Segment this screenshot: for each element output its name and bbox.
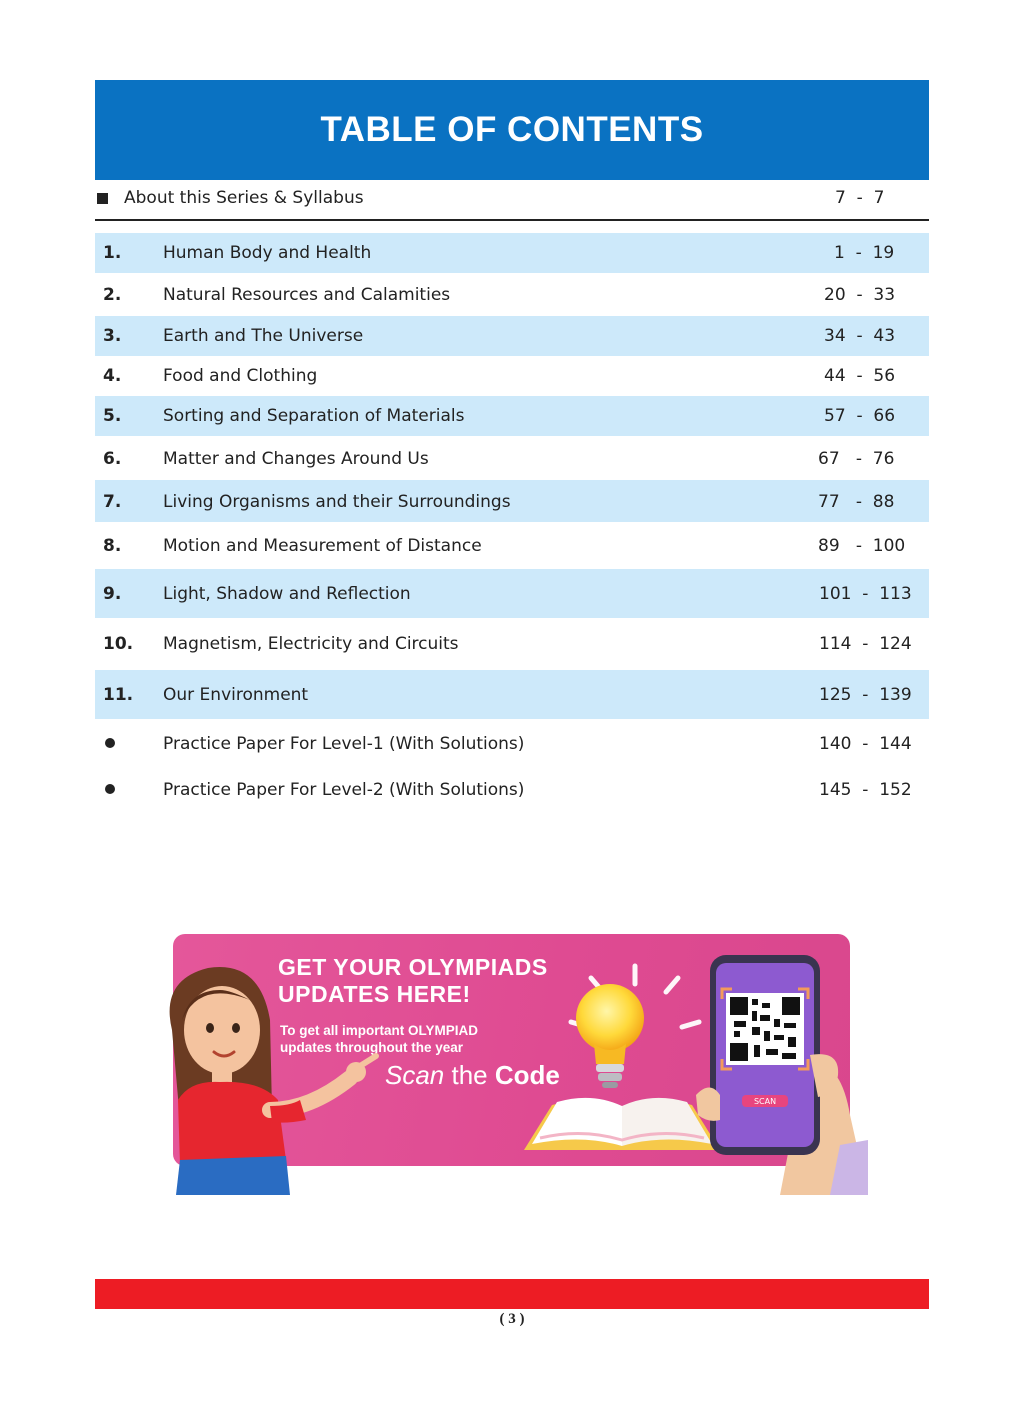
toc-row[interactable] (95, 233, 929, 273)
chapter-number: 8. (103, 536, 122, 556)
about-label: About this Series & Syllabus (124, 188, 364, 208)
bullet-icon (105, 738, 115, 748)
chapter-number: 9. (103, 584, 122, 604)
chapter-pages: 125 - 139 (819, 685, 912, 705)
toc-row[interactable] (95, 437, 929, 479)
footer-bar (95, 1279, 929, 1309)
practice-title: Practice Paper For Level-2 (With Solutions) (163, 780, 525, 800)
about-pages: 7 - 7 (835, 188, 885, 208)
chapter-number: 7. (103, 492, 122, 512)
divider (95, 219, 929, 221)
chapter-title: Human Body and Health (163, 243, 372, 263)
code-word: Code (494, 1060, 560, 1090)
chapter-title: Sorting and Separation of Materials (163, 406, 465, 426)
chapter-number: 5. (103, 406, 122, 426)
chapter-title: Earth and The Universe (163, 326, 364, 346)
square-bullet-icon (97, 193, 108, 204)
chapter-number: 4. (103, 366, 122, 386)
chapter-pages: 1 - 19 (834, 243, 895, 263)
toc-row[interactable] (95, 619, 929, 669)
toc-row[interactable] (95, 275, 929, 315)
toc-row[interactable] (95, 316, 929, 356)
toc-row[interactable] (95, 396, 929, 436)
bullet-icon (105, 784, 115, 794)
chapter-pages: 101 - 113 (819, 584, 912, 604)
about-row[interactable] (95, 182, 929, 218)
chapter-number: 2. (103, 285, 122, 305)
toc-row[interactable] (95, 670, 929, 719)
chapter-pages: 20 - 33 (824, 285, 896, 305)
chapter-number: 6. (103, 449, 122, 469)
banner-subtext-line2: updates throughout the year (280, 1040, 464, 1055)
chapter-title: Magnetism, Electricity and Circuits (163, 634, 459, 654)
toc-row[interactable] (95, 523, 929, 568)
chapter-title: Motion and Measurement of Distance (163, 536, 482, 556)
phone-qr-icon (690, 945, 870, 1195)
chapter-pages: 77 - 88 (818, 492, 895, 512)
toc-row[interactable] (95, 357, 929, 395)
chapter-title: Food and Clothing (163, 366, 318, 386)
banner-headline-line2: UPDATES HERE! (278, 981, 471, 1007)
chapter-pages: 34 - 43 (824, 326, 896, 346)
chapter-pages: 89 - 100 (818, 536, 906, 556)
scan-word: Scan (385, 1060, 445, 1090)
banner-headline-line1: GET YOUR OLYMPIADS (278, 954, 548, 980)
chapter-number: 3. (103, 326, 122, 346)
chapter-number: 11. (103, 685, 134, 705)
toc-row-practice[interactable] (95, 768, 929, 812)
practice-title: Practice Paper For Level-1 (With Solutions) (163, 734, 525, 754)
light-bulb-icon (560, 956, 660, 1096)
chapter-title: Our Environment (163, 685, 309, 705)
page-number: ( 3 ) (499, 1311, 525, 1327)
toc-row[interactable] (95, 569, 929, 618)
scan-button-label: SCAN (753, 1097, 777, 1106)
practice-pages: 140 - 144 (819, 734, 912, 754)
toc-row[interactable] (95, 480, 929, 522)
girl-character-icon (160, 960, 400, 1195)
banner-subtext-line1: To get all important OLYMPIAD (280, 1023, 479, 1038)
chapter-pages: 57 - 66 (824, 406, 896, 426)
chapter-pages: 67 - 76 (818, 449, 895, 469)
practice-pages: 145 - 152 (819, 780, 912, 800)
chapter-title: Natural Resources and Calamities (163, 285, 451, 305)
chapter-pages: 114 - 124 (819, 634, 912, 654)
toc-title: TABLE OF CONTENTS (95, 80, 929, 180)
chapter-title: Matter and Changes Around Us (163, 449, 429, 469)
chapter-title: Light, Shadow and Reflection (163, 584, 411, 604)
the-word: the (451, 1060, 488, 1090)
chapter-title: Living Organisms and their Surroundings (163, 492, 511, 512)
chapter-pages: 44 - 56 (824, 366, 896, 386)
toc-row-practice[interactable] (95, 722, 929, 766)
chapter-number: 1. (103, 243, 122, 263)
chapter-number: 10. (103, 634, 134, 654)
